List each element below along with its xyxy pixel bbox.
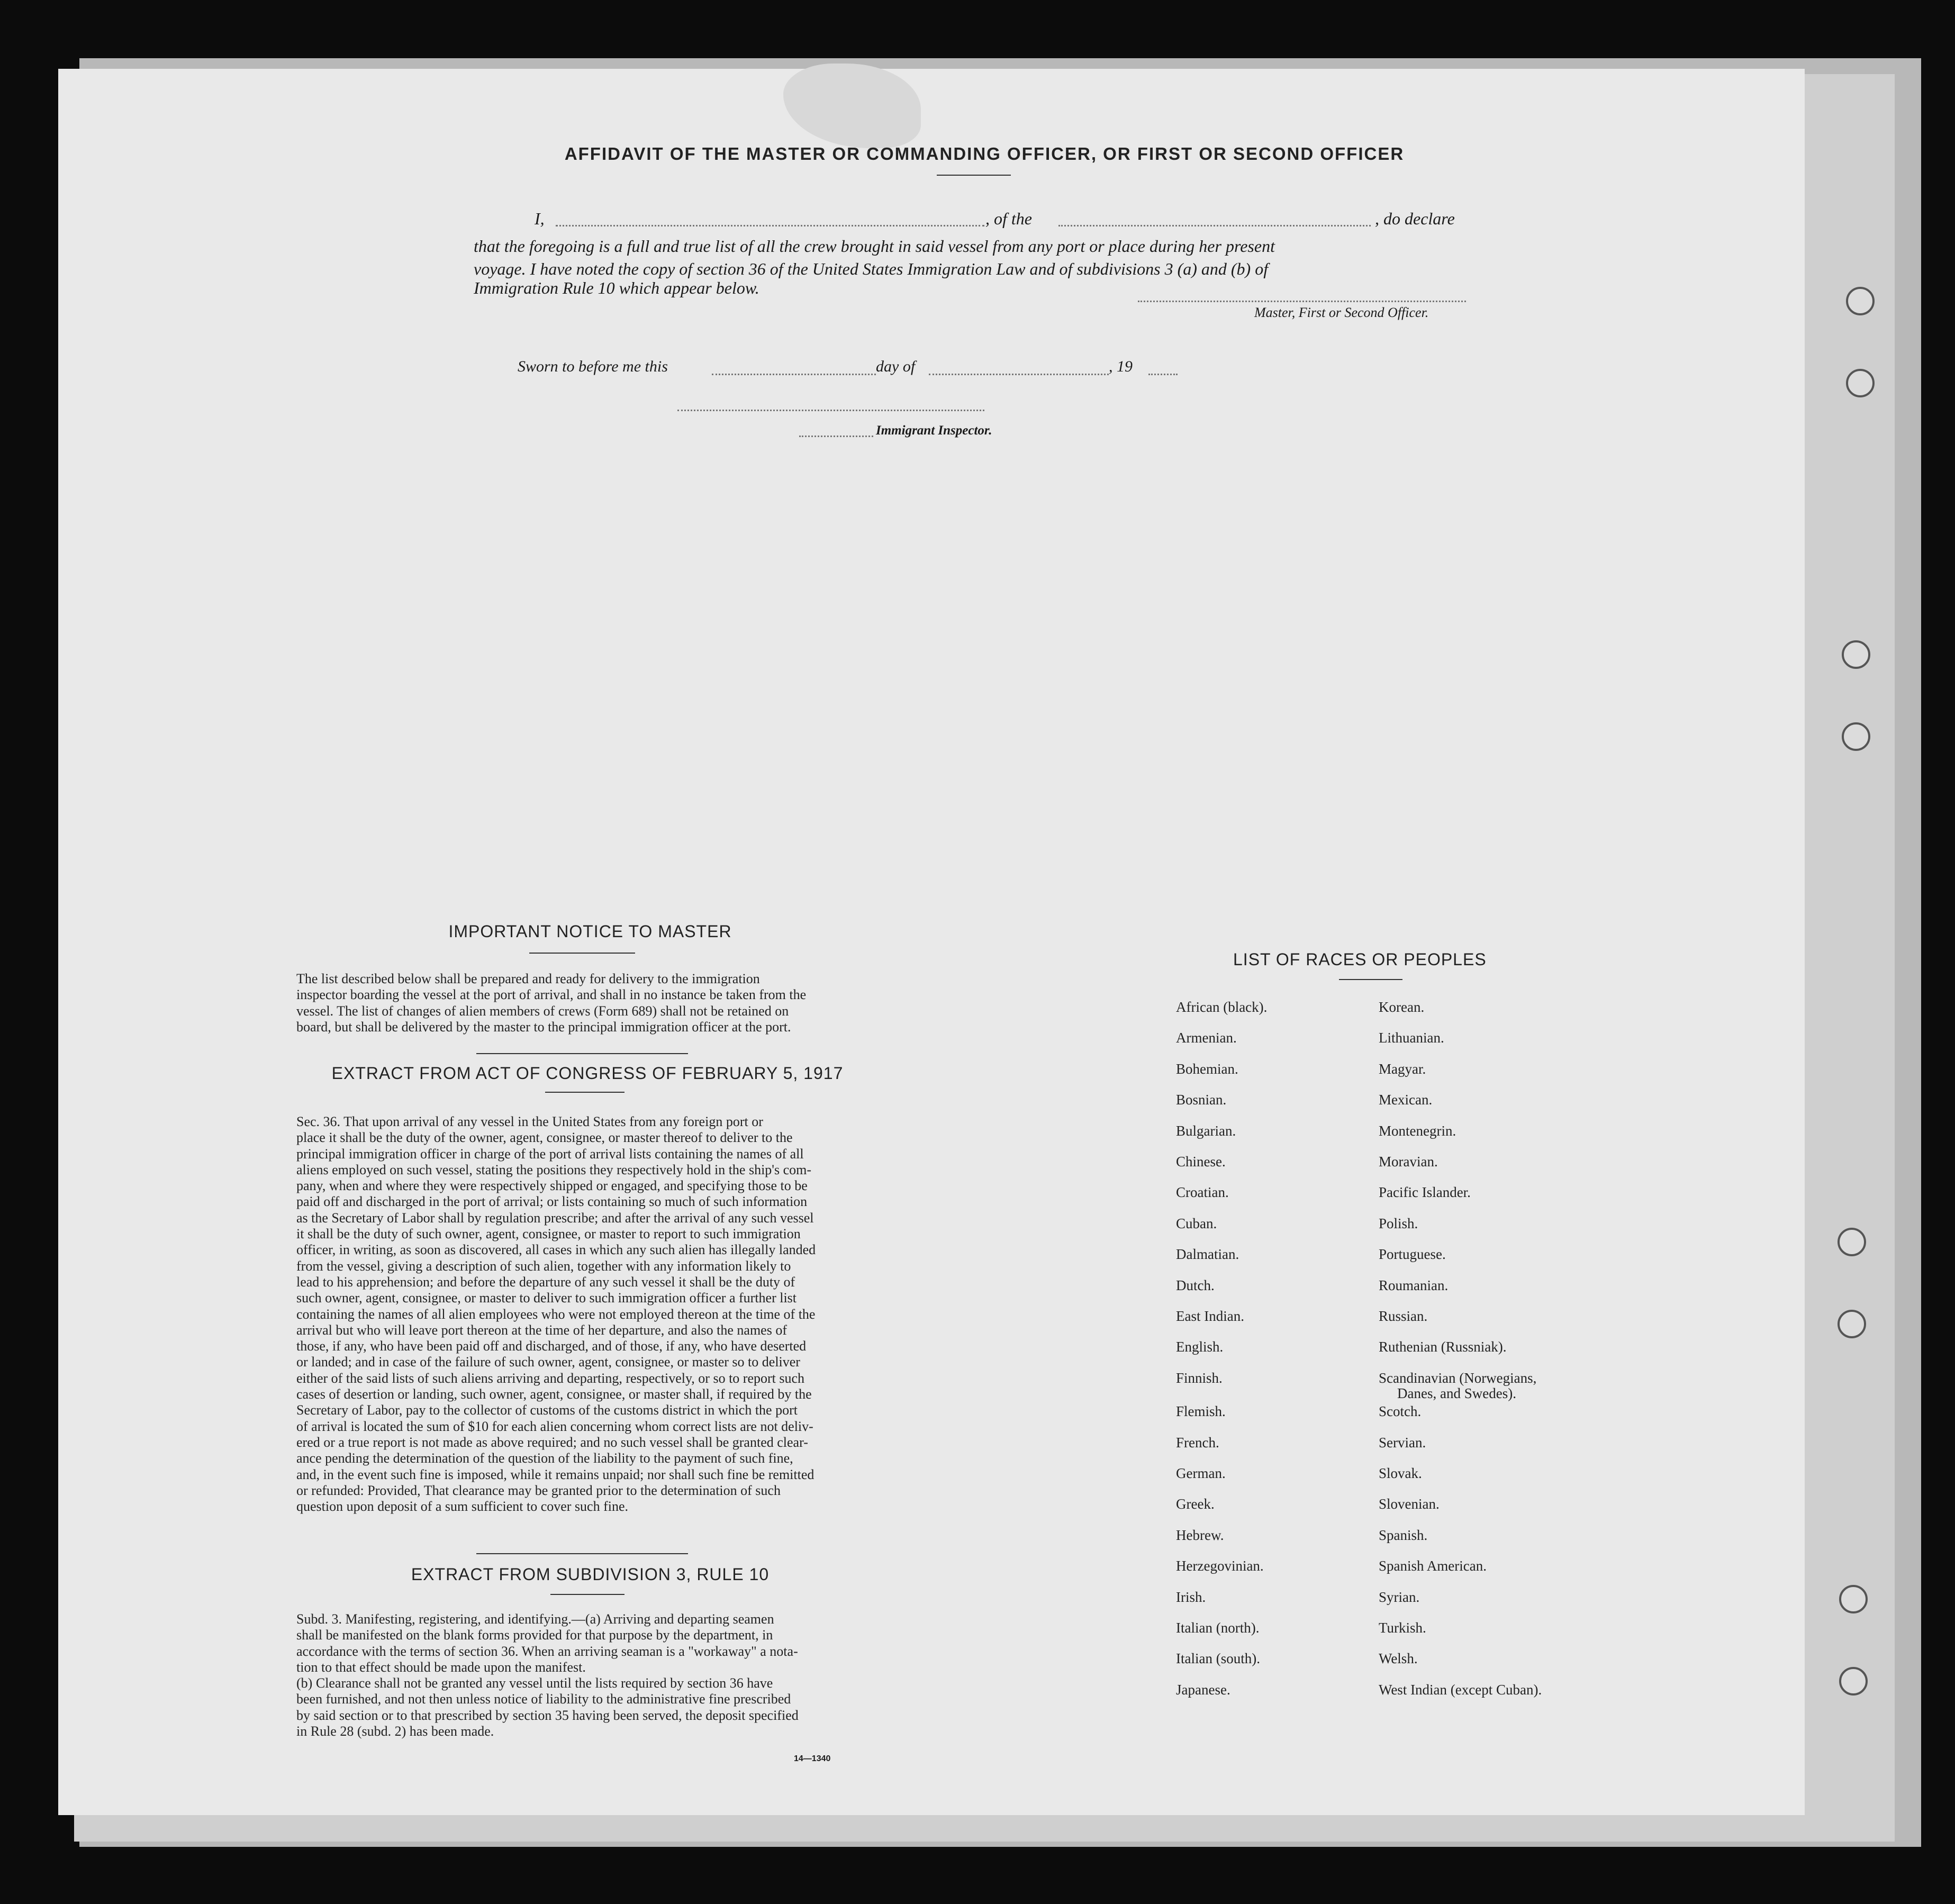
races-title: LIST OF RACES OR PEOPLES: [1233, 950, 1487, 969]
sworn-year-field[interactable]: [1148, 374, 1178, 375]
master-signature-field[interactable]: [1138, 301, 1466, 302]
act-extract-line: it shall be the duty of such owner, agent, consignee, or master to report to such immigration: [296, 1226, 801, 1242]
race-item: Turkish.: [1379, 1620, 1426, 1636]
act-extract-line: as the Secretary of Labor shall by regulation prescribe; and after the arrival of any such vessel: [296, 1210, 814, 1226]
act-extract-line: either of the said lists of such aliens arriving and departing, respectively, or so to report such: [296, 1370, 805, 1386]
rule-extract-line: Subd. 3. Manifesting, registering, and identifying.—(a) Arriving and departing seamen: [296, 1611, 774, 1627]
race-item: Flemish.: [1176, 1403, 1226, 1420]
race-item: German.: [1176, 1465, 1226, 1481]
race-item: Portuguese.: [1379, 1246, 1446, 1263]
race-item: Syrian.: [1379, 1589, 1420, 1605]
rule-extract-line: tion to that effect should be made upon the manifest.: [296, 1659, 586, 1675]
race-item: Irish.: [1176, 1589, 1206, 1605]
race-item: Dalmatian.: [1176, 1246, 1239, 1263]
act-extract-line: principal immigration officer in charge of the port of arrival lists containing the names of all: [296, 1146, 804, 1162]
race-item: Bohemian.: [1176, 1060, 1238, 1077]
race-item: Armenian.: [1176, 1030, 1237, 1046]
rule-extract-text: [296, 1611, 894, 1739]
race-item: Ruthenian (Russniak).: [1379, 1339, 1507, 1355]
race-item: Russian.: [1379, 1308, 1428, 1324]
race-item: Italian (south).: [1176, 1651, 1260, 1667]
race-item: Spanish American.: [1379, 1558, 1487, 1574]
act-extract-line: of arrival is located the sum of $10 for each alien concerning whom correct lists are not deliv-: [296, 1418, 813, 1434]
sworn-month-field[interactable]: [929, 374, 1109, 375]
binder-hole: [1842, 722, 1870, 751]
race-item: East Indian.: [1176, 1308, 1244, 1324]
race-item: Lithuanian.: [1379, 1030, 1444, 1046]
act-separator: [476, 1553, 688, 1554]
race-item: Finnish.: [1176, 1370, 1223, 1386]
race-item: Slovenian.: [1379, 1496, 1440, 1512]
race-item: Montenegrin.: [1379, 1122, 1456, 1139]
race-item: Scandinavian (Norwegians,: [1379, 1370, 1537, 1386]
rule-extract-line: by said section or to that prescribed by section 35 having been served, the deposit specified: [296, 1707, 799, 1723]
race-item: African (black).: [1176, 999, 1268, 1015]
day-of-label: day of: [876, 358, 916, 375]
binder-hole: [1846, 287, 1875, 315]
race-item: Bosnian.: [1176, 1092, 1227, 1108]
race-item: Herzegovinian.: [1176, 1558, 1264, 1574]
affidavit-title: AFFIDAVIT OF THE MASTER OR COMMANDING OFFICER, OR FIRST OR SECOND OFFICER: [564, 144, 1405, 164]
year-label: , 19: [1109, 358, 1133, 375]
race-scandinavian-cont: Danes, and Swedes).: [1397, 1385, 1516, 1401]
race-item: Hebrew.: [1176, 1527, 1224, 1543]
notice-text: [296, 971, 894, 1035]
act-extract-line: containing the names of all alien employees who were not employed thereon at the time of the: [296, 1306, 816, 1322]
act-extract-title: EXTRACT FROM ACT OF CONGRESS OF FEBRUARY 5, 1917: [331, 1064, 844, 1083]
notice-title-rule: [529, 953, 635, 954]
do-declare-label: , do declare: [1375, 209, 1455, 228]
binder-hole: [1839, 1585, 1868, 1613]
affidavit-title-rule: [937, 175, 1011, 176]
act-extract-line: place it shall be the duty of the owner, agent, consignee, or master thereof to deliver to the: [296, 1130, 793, 1146]
act-extract-line: ered or a true report is not made as above required; and no such vessel shall be granted clear-: [296, 1434, 808, 1450]
act-extract-line: or refunded: Provided, That clearance may be granted prior to the determination of such: [296, 1482, 781, 1498]
rule-extract-line: shall be manifested on the blank forms provided for that purpose by the department, in: [296, 1627, 773, 1643]
race-item: Moravian.: [1379, 1154, 1438, 1169]
i-label: I,: [535, 209, 545, 228]
race-item: Mexican.: [1379, 1092, 1433, 1108]
binder-hole: [1842, 640, 1870, 669]
affidavit-body-line2: voyage. I have noted the copy of section 36 of the United States Immigration Law and of subdivisions 3 (a) and (b) of: [474, 259, 1269, 278]
act-extract-line: those, if any, who have been paid off and discharged, and of those, if any, who have deserted: [296, 1338, 807, 1354]
form-number: 14—1340: [794, 1754, 831, 1763]
race-item: Dutch.: [1176, 1277, 1215, 1293]
act-extract-line: ance pending the determination of the question of the liability to the payment of such fine,: [296, 1450, 793, 1466]
race-item: English.: [1176, 1339, 1224, 1355]
notice-line: inspector boarding the vessel at the port of arrival, and shall in no instance be taken from the: [296, 987, 807, 1003]
binder-hole: [1838, 1228, 1866, 1256]
rule-title-rule: [550, 1594, 624, 1595]
notice-line: vessel. The list of changes of alien members of crews (Form 689) shall not be retained on: [296, 1003, 789, 1019]
race-item: Polish.: [1379, 1215, 1418, 1231]
notice-separator: [476, 1053, 688, 1054]
race-item: French.: [1176, 1434, 1219, 1450]
race-item: Scotch.: [1379, 1403, 1422, 1420]
act-extract-line: paid off and discharged in the port of arrival; or lists containing so much of such information: [296, 1194, 808, 1210]
act-extract-text: [296, 1114, 894, 1515]
race-item: Servian.: [1379, 1434, 1426, 1450]
race-item: Korean.: [1379, 999, 1425, 1015]
rule-extract-line: been furnished, and not then unless notice of liability to the administrative fine prescribed: [296, 1691, 791, 1707]
rule-extract-line: (b) Clearance shall not be granted any vessel until the lists required by section 36 have: [296, 1675, 773, 1691]
act-extract-line: question upon deposit of a sum sufficient to cover such fine.: [296, 1499, 629, 1515]
race-item: Magyar.: [1379, 1060, 1426, 1077]
name-field[interactable]: [556, 225, 984, 226]
rule-extract-title: EXTRACT FROM SUBDIVISION 3, RULE 10: [411, 1565, 770, 1584]
race-item: Chinese.: [1176, 1154, 1226, 1169]
act-extract-line: Sec. 36. That upon arrival of any vessel in the United States from any foreign port or: [296, 1114, 763, 1129]
race-item: Bulgarian.: [1176, 1122, 1236, 1139]
act-title-rule: [545, 1092, 624, 1093]
affidavit-body-line1: that the foregoing is a full and true list of all the crew brought in said vessel from any port or place during her present: [474, 237, 1275, 256]
act-extract-line: Secretary of Labor, pay to the collector of customs of the customs district in which the port: [296, 1402, 798, 1418]
sworn-day-field[interactable]: [712, 374, 876, 375]
race-item: West Indian (except Cuban).: [1379, 1681, 1542, 1698]
notice-title: IMPORTANT NOTICE TO MASTER: [448, 922, 732, 941]
race-item: Spanish.: [1379, 1527, 1428, 1543]
act-extract-line: aliens employed on such vessel, stating the positions they respectively hold in the ship's com-: [296, 1162, 812, 1177]
inspector-caption-leader: [799, 436, 873, 437]
binder-hole: [1839, 1667, 1868, 1696]
race-item: Slovak.: [1379, 1465, 1422, 1481]
notice-line: board, but shall be delivered by the master to the principal immigration officer at the port.: [296, 1019, 791, 1035]
race-item: Italian (north).: [1176, 1620, 1260, 1636]
race-item: Roumanian.: [1379, 1277, 1449, 1293]
act-extract-line: pany, when and where they were respectively shipped or engaged, and specifying those to be: [296, 1178, 808, 1194]
act-extract-line: such owner, agent, consignee, or master to deliver to such immigration officer a further list: [296, 1290, 797, 1306]
rule-extract-line: accordance with the terms of section 36. When an arriving seaman is a "workaway" a nota-: [296, 1643, 798, 1659]
race-item: Cuban.: [1176, 1215, 1217, 1231]
rule-extract-line: in Rule 28 (subd. 2) has been made.: [296, 1724, 494, 1739]
form-page: [58, 69, 1805, 1815]
vessel-field[interactable]: [1058, 225, 1371, 226]
races-title-rule: [1339, 979, 1402, 980]
inspector-caption: Immigrant Inspector.: [876, 423, 992, 438]
master-signature-caption: Master, First or Second Officer.: [1254, 305, 1429, 320]
race-item: Welsh.: [1379, 1651, 1418, 1667]
notice-line: The list described below shall be prepared and ready for delivery to the immigration: [296, 971, 760, 986]
act-extract-line: lead to his apprehension; and before the departure of any such vessel it shall be the duty of: [296, 1274, 795, 1290]
affidavit-body-line3: Immigration Rule 10 which appear below.: [474, 278, 759, 297]
act-extract-line: from the vessel, giving a description of such alien, together with any information likely to: [296, 1258, 791, 1274]
act-extract-line: officer, in writing, as soon as discovered, all cases in which any such alien has illegally landed: [296, 1242, 816, 1258]
race-item: Greek.: [1176, 1496, 1215, 1512]
act-extract-line: or landed; and in case of the failure of such owner, agent, consignee, or master so to deliver: [296, 1354, 800, 1370]
of-the-label: , of the: [985, 209, 1032, 228]
race-item: Japanese.: [1176, 1681, 1230, 1698]
inspector-signature-field[interactable]: [677, 410, 984, 411]
act-extract-line: cases of desertion or landing, such owner, agent, consignee, or master shall, if required by the: [296, 1386, 812, 1402]
sworn-label: Sworn to before me this: [518, 358, 668, 375]
binder-hole: [1838, 1310, 1866, 1338]
race-item: Croatian.: [1176, 1184, 1229, 1201]
act-extract-line: and, in the event such fine is imposed, while it remains unpaid; nor shall such fine be remitted: [296, 1466, 814, 1482]
binder-hole: [1846, 369, 1875, 397]
race-item: Pacific Islander.: [1379, 1184, 1471, 1201]
act-extract-line: arrival but who will leave port thereon at the time of her departure, and also the names of: [296, 1322, 787, 1338]
